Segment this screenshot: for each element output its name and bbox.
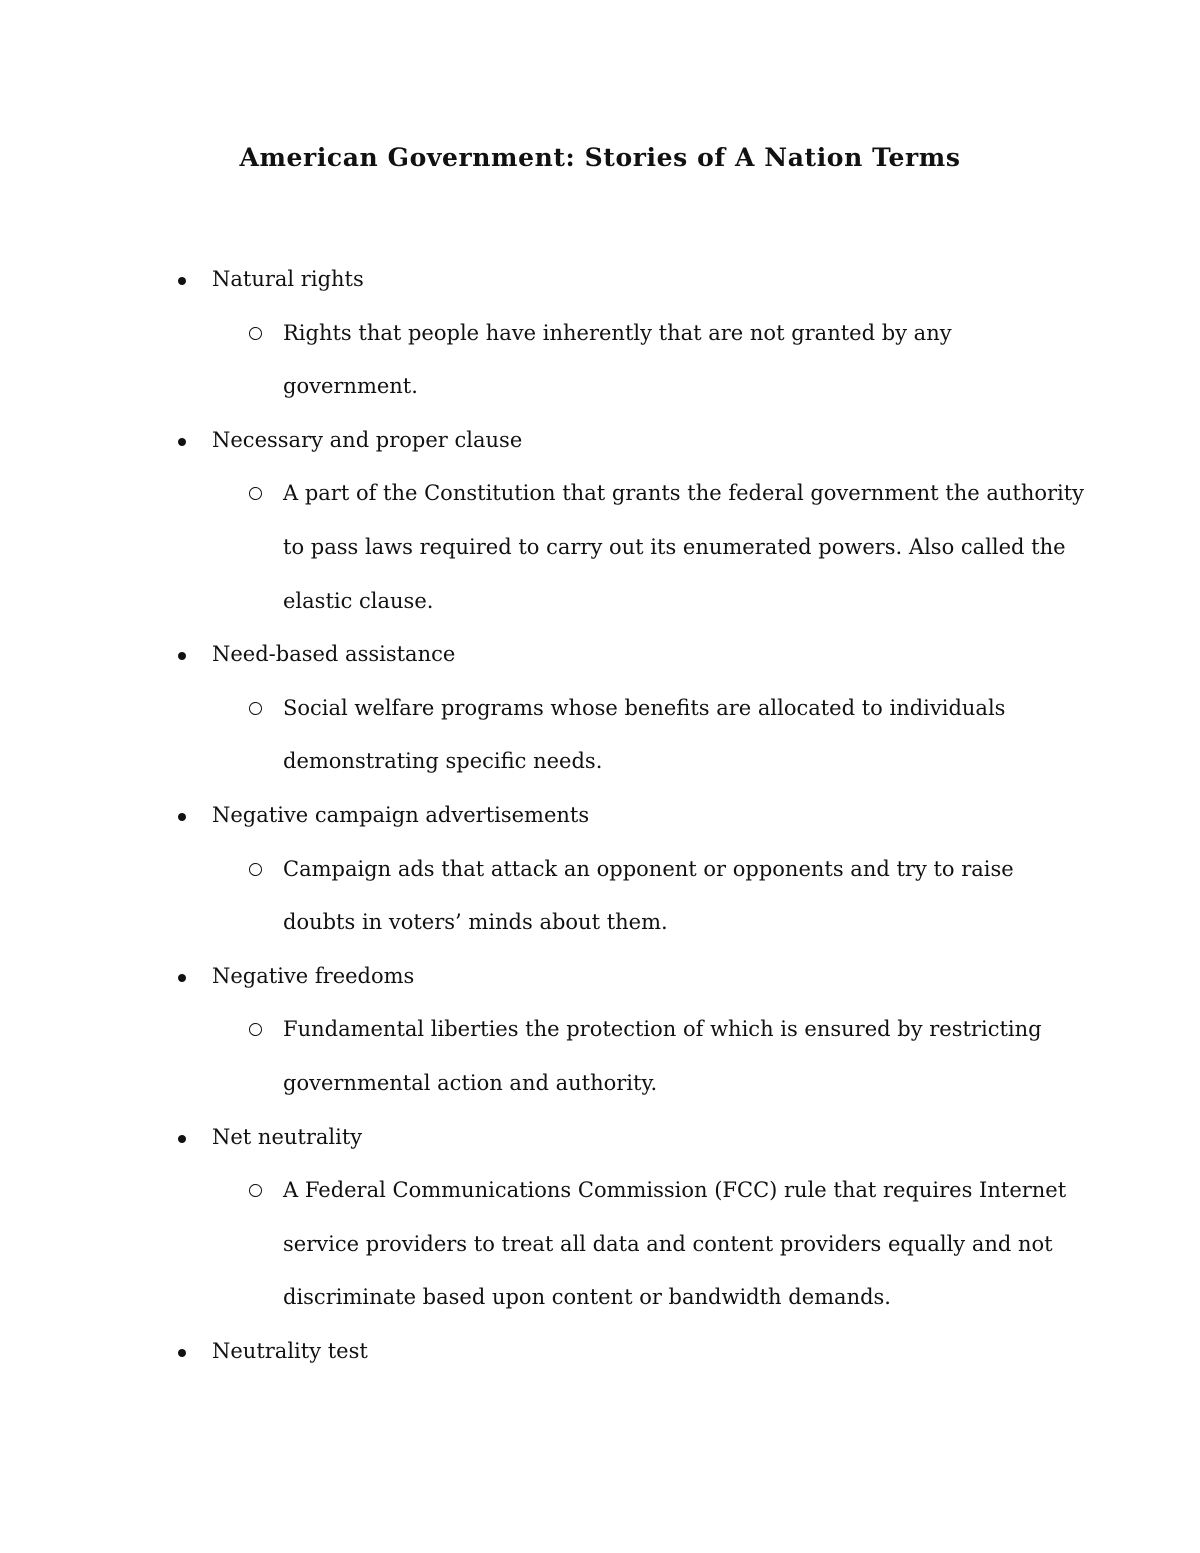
definition-line: discriminate based upon content or bandwidth demands. bbox=[283, 1285, 891, 1310]
definition-line: demonstrating specific needs. bbox=[283, 749, 603, 774]
document-title: American Government: Stories of A Nation Terms bbox=[239, 143, 961, 172]
term-item bbox=[0, 414, 1200, 628]
term-row bbox=[0, 1111, 1200, 1165]
definition-line: service providers to treat all data and content providers equally and not bbox=[283, 1231, 1053, 1256]
term-definition bbox=[0, 1003, 1073, 1110]
definition-line: government. bbox=[283, 374, 418, 399]
hollow-circle-bullet-icon bbox=[249, 702, 262, 715]
term-row bbox=[0, 1325, 1200, 1379]
term-item bbox=[0, 1325, 1200, 1379]
definition-line: doubts in voters’ minds about them. bbox=[283, 910, 668, 935]
term-row bbox=[0, 789, 1200, 843]
definition-line: to pass laws required to carry out its enumerated powers. Also called the bbox=[283, 534, 1066, 559]
definition-line: A part of the Constitution that grants the federal government the authority bbox=[283, 481, 1085, 506]
term-definition bbox=[0, 307, 1073, 414]
hollow-circle-bullet-icon bbox=[249, 1023, 262, 1036]
bullet-icon bbox=[178, 1135, 186, 1143]
term-label: Natural rights bbox=[212, 267, 364, 291]
term-definition bbox=[0, 1164, 1073, 1325]
hollow-circle-bullet-icon bbox=[249, 863, 262, 876]
term-definition bbox=[0, 843, 1073, 950]
bullet-icon bbox=[178, 277, 186, 285]
term-label: Need-based assistance bbox=[212, 642, 456, 667]
term-item bbox=[0, 789, 1200, 950]
term-row bbox=[0, 414, 1200, 468]
bullet-icon bbox=[178, 1349, 186, 1357]
term-row bbox=[0, 628, 1200, 682]
terms-list bbox=[0, 253, 1200, 1378]
term-row bbox=[0, 950, 1200, 1004]
term-item bbox=[0, 253, 1200, 414]
definition-line: elastic clause. bbox=[283, 588, 434, 613]
definition-line: Social welfare programs whose benefits are allocated to individuals bbox=[283, 695, 1006, 720]
term-definition bbox=[0, 467, 1085, 628]
bullet-icon bbox=[178, 652, 186, 660]
term-label: Negative campaign advertisements bbox=[212, 802, 590, 827]
hollow-circle-bullet-icon bbox=[249, 487, 262, 500]
term-label: Neutrality test bbox=[212, 1338, 368, 1363]
term-item bbox=[0, 950, 1200, 1111]
term-label: Negative freedoms bbox=[212, 963, 415, 988]
bullet-icon bbox=[178, 974, 186, 982]
definition-line: governmental action and authority. bbox=[283, 1070, 658, 1095]
term-definition bbox=[0, 682, 1073, 789]
bullet-icon bbox=[178, 813, 186, 821]
term-item bbox=[0, 1111, 1200, 1325]
term-item bbox=[0, 628, 1200, 789]
definition-line: Campaign ads that attack an opponent or opponents and try to raise bbox=[283, 856, 1014, 881]
bullet-icon bbox=[178, 438, 186, 446]
hollow-circle-bullet-icon bbox=[249, 327, 262, 340]
term-row bbox=[0, 253, 1200, 307]
hollow-circle-bullet-icon bbox=[249, 1184, 262, 1197]
term-label: Necessary and proper clause bbox=[212, 427, 523, 452]
term-label: Net neutrality bbox=[212, 1124, 363, 1149]
definition-line: Fundamental liberties the protection of which is ensured by restricting bbox=[283, 1017, 1042, 1042]
definition-line: Rights that people have inherently that are not granted by any bbox=[283, 320, 952, 345]
definition-line: A Federal Communications Commission (FCC) rule that requires Internet bbox=[283, 1178, 1067, 1203]
